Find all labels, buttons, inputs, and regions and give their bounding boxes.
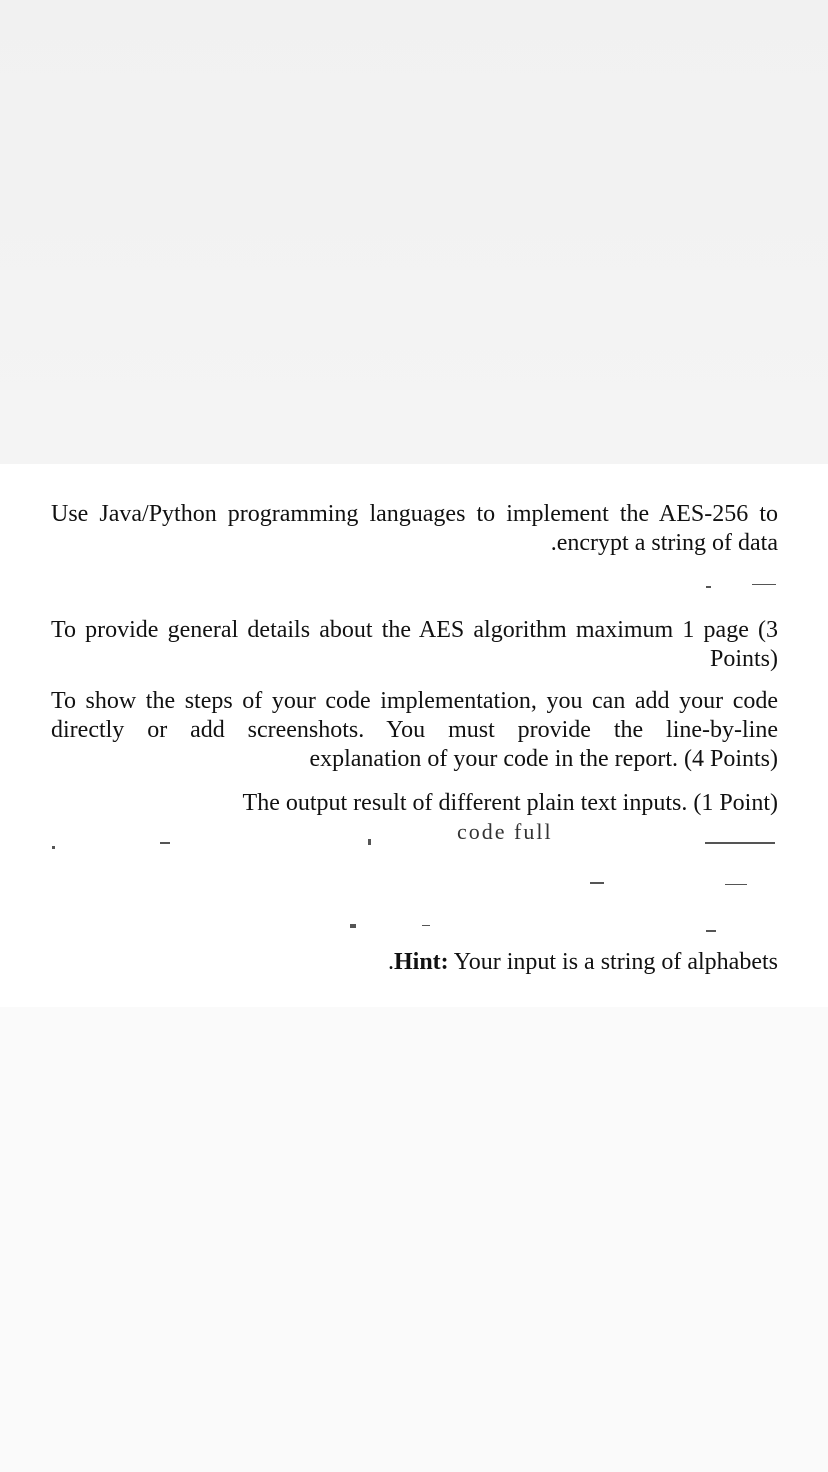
paragraph-line: directly or add screenshots. You must provide the line-by-line xyxy=(51,717,778,743)
paragraph-line: .encrypt a string of data xyxy=(550,530,778,556)
hint-prefix: . xyxy=(388,949,394,975)
bottom-blank-area xyxy=(0,1007,828,1472)
paragraph-line: To provide general details about the AES algorithm maximum 1 page (3 xyxy=(51,617,778,643)
paragraph-line: explanation of your code in the report. (4 Points) xyxy=(309,746,778,772)
scan-speck xyxy=(590,882,604,884)
scan-speck xyxy=(350,924,356,928)
hint-paragraph xyxy=(51,948,778,977)
hint-line xyxy=(51,948,778,977)
paragraph-line: Use Java/Python programming languages to implement the AES-256 to xyxy=(51,501,778,527)
top-blank-area xyxy=(0,0,828,464)
document-page xyxy=(0,464,828,1007)
scan-speck xyxy=(752,584,776,585)
paragraph-line: Points) xyxy=(709,646,778,672)
instruction-paragraph xyxy=(51,500,778,558)
scan-speck xyxy=(52,846,55,849)
hint-text: Your input is a string of alphabets xyxy=(448,949,778,975)
paragraph-line: The output result of different plain text inputs. (1 Point) xyxy=(242,790,778,816)
scan-speck xyxy=(160,842,170,844)
scan-speck xyxy=(706,930,716,932)
cut-off-text: code full xyxy=(457,819,553,844)
scan-speck xyxy=(725,884,747,885)
scan-speck xyxy=(706,586,711,588)
scan-speck xyxy=(705,842,775,844)
paragraph-line: To show the steps of your code implementation, you can add your code xyxy=(51,688,778,714)
scan-speck xyxy=(422,925,430,926)
output-paragraph xyxy=(51,789,778,818)
details-paragraph xyxy=(51,616,778,674)
steps-paragraph xyxy=(51,687,778,774)
scan-speck xyxy=(368,839,371,845)
hint-label: Hint: xyxy=(394,949,449,975)
